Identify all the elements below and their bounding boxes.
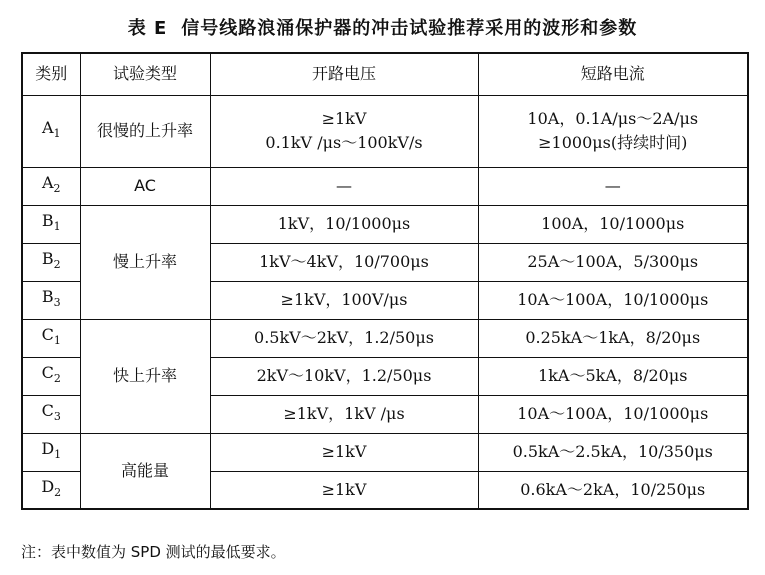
short-circuit-current-cell: 1kA～5kA，8/20μs <box>478 357 748 395</box>
category-cell: $B_1$ <box>22 205 80 243</box>
header-test-type: 试验类型 <box>80 53 210 95</box>
test-type-cell: AC <box>80 167 210 205</box>
table-row <box>22 167 748 205</box>
short-circuit-current-cell: 10A～100A，10/1000μs <box>478 281 748 319</box>
category-cell: $B_3$ <box>22 281 80 319</box>
open-circuit-voltage-cell: ≥1kV 0.1kV /μs～100kV/s <box>210 95 478 167</box>
open-circuit-voltage-cell: ≥1kV，100V/μs <box>210 281 478 319</box>
short-circuit-current-cell: 0.25kA～1kA，8/20μs <box>478 319 748 357</box>
open-circuit-voltage-cell: ≥1kV <box>210 471 478 509</box>
test-type-cell: 很慢的上升率 <box>80 95 210 167</box>
table-row <box>22 433 748 471</box>
open-circuit-voltage-cell: 2kV～10kV，1.2/50μs <box>210 357 478 395</box>
category-cell: $B_2$ <box>22 243 80 281</box>
category-cell: $A_2$ <box>22 167 80 205</box>
table-header-row <box>22 53 748 95</box>
test-type-cell: 高能量 <box>80 433 210 509</box>
open-circuit-voltage-cell: ≥1kV，1kV /μs <box>210 395 478 433</box>
short-circuit-current-cell: 10A，0.1A/μs～2A/μs ≥1000μs(持续时间) <box>478 95 748 167</box>
open-circuit-voltage-cell: 0.5kV～2kV，1.2/50μs <box>210 319 478 357</box>
open-circuit-voltage-cell: — <box>210 167 478 205</box>
header-open-circuit-voltage: 开路电压 <box>210 53 478 95</box>
table-row <box>22 205 748 243</box>
category-cell: $A_1$ <box>22 95 80 167</box>
category-cell: $C_3$ <box>22 395 80 433</box>
table-title <box>0 14 765 40</box>
open-circuit-voltage-cell: ≥1kV <box>210 433 478 471</box>
table-row <box>22 95 748 167</box>
category-cell: $D_2$ <box>22 471 80 509</box>
table-title-label: 表 E <box>127 18 168 39</box>
category-cell: $C_1$ <box>22 319 80 357</box>
short-circuit-current-cell: — <box>478 167 748 205</box>
spd-test-table <box>21 52 749 510</box>
short-circuit-current-cell: 100A，10/1000μs <box>478 205 748 243</box>
category-cell: $D_1$ <box>22 433 80 471</box>
short-circuit-current-cell: 0.5kA～2.5kA，10/350μs <box>478 433 748 471</box>
table-body <box>22 95 748 509</box>
test-type-cell: 慢上升率 <box>80 205 210 319</box>
open-circuit-voltage-cell: 1kV，10/1000μs <box>210 205 478 243</box>
short-circuit-current-cell: 10A～100A，10/1000μs <box>478 395 748 433</box>
category-cell: $C_2$ <box>22 357 80 395</box>
header-category: 类别 <box>22 53 80 95</box>
table-footnote: 注：表中数值为 SPD 测试的最低要求。 <box>21 543 286 561</box>
test-type-cell: 快上升率 <box>80 319 210 433</box>
table-title-text: 信号线路浪涌保护器的冲击试验推荐采用的波形和参数 <box>181 18 638 39</box>
table-row <box>22 319 748 357</box>
header-short-circuit-current: 短路电流 <box>478 53 748 95</box>
open-circuit-voltage-cell: 1kV～4kV，10/700μs <box>210 243 478 281</box>
short-circuit-current-cell: 0.6kA～2kA，10/250μs <box>478 471 748 509</box>
short-circuit-current-cell: 25A～100A，5/300μs <box>478 243 748 281</box>
